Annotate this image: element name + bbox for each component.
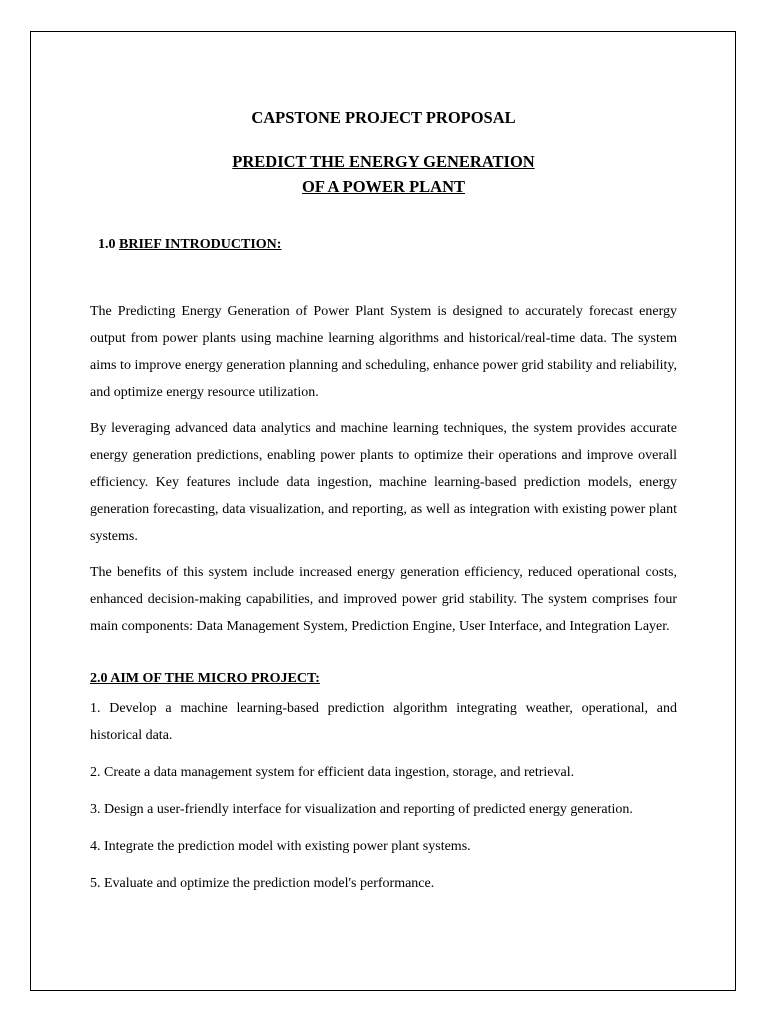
document-title (90, 149, 677, 199)
aim-item-2: 2. Create a data management system for efficient data ingestion, storage, and retrieval. (90, 765, 575, 780)
document-title-line-2: OF A POWER PLANT (301, 177, 466, 196)
section-1-heading (98, 235, 677, 255)
intro-paragraph-3: The benefits of this system include increased energy generation efficiency, reduced operational costs, enhanced decision-making capabilities, and improved power grid stability. The system comprises four main components: Data Management System, Prediction Engine, User Interface, and Integration Layer. (90, 565, 677, 634)
aim-list (90, 695, 677, 897)
section-2-heading: 2.0 AIM OF THE MICRO PROJECT: (90, 671, 320, 686)
intro-paragraph-2: By leveraging advanced data analytics and machine learning techniques, the system provides accurate energy generation predictions, enabling power plants to optimize their operations and improve overall efficiency. Key features include data ingestion, machine learning-based prediction models, energy generation forecasting, data visualization, and reporting, as well as integration with existing power plant systems. (90, 421, 677, 544)
aim-item-4: 4. Integrate the prediction model with existing power plant systems. (90, 839, 471, 854)
document-body (90, 108, 677, 907)
aim-item-5: 5. Evaluate and optimize the prediction model's performance. (90, 876, 435, 891)
intro-paragraph-1: The Predicting Energy Generation of Power Plant System is designed to accurately forecast energy output from power plants using machine learning algorithms and historical/real-time data. The system aims to improve energy generation planning and scheduling, enhance power grid stability and reliability, and optimize energy resource utilization. (90, 304, 677, 400)
document-type-heading: CAPSTONE PROJECT PROPOSAL (251, 108, 516, 127)
aim-item-1: 1. Develop a machine learning-based prediction algorithm integrating weather, operational, and historical data. (90, 701, 677, 743)
document-title-line-1: PREDICT THE ENERGY GENERATION (232, 152, 535, 171)
section-1-number: 1.0 (98, 237, 116, 252)
aim-item-3: 3. Design a user-friendly interface for visualization and reporting of predicted energy generation. (90, 802, 633, 817)
section-1-title: BRIEF INTRODUCTION: (119, 237, 282, 252)
